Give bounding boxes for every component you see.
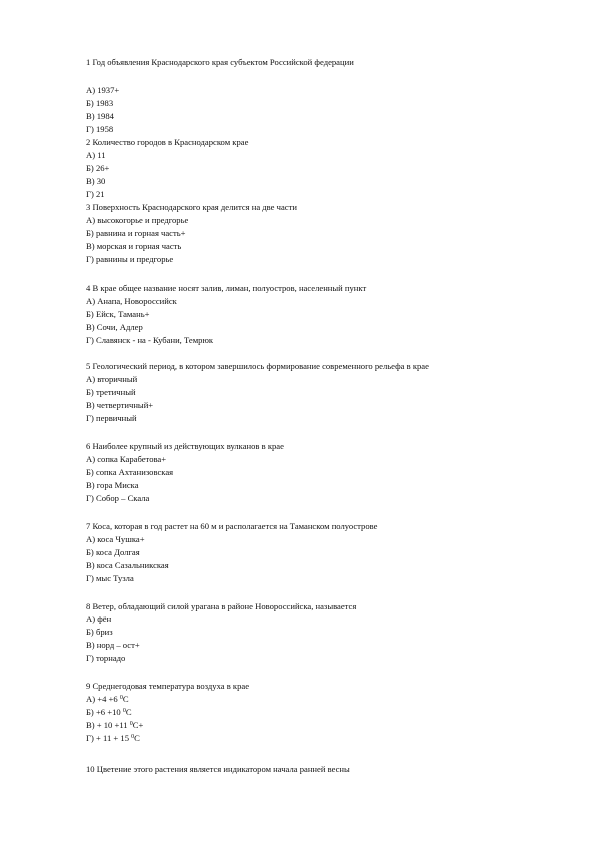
text-line: [86, 322, 143, 333]
line-text: 2 Количество городов в Краснодарском крае: [86, 137, 249, 147]
line-text: В) морская и горная часть: [86, 241, 182, 251]
line-text: Б) коса Долгая: [86, 547, 140, 557]
text-line: [86, 387, 136, 398]
text-line: [86, 202, 297, 213]
line-text: Б) третичный: [86, 387, 136, 397]
line-text: Б) равнина и горная часть+: [86, 228, 186, 238]
text-line: [86, 413, 137, 424]
line-text: А) 11: [86, 150, 106, 160]
line-text: Б) 1983: [86, 98, 114, 108]
text-line: [86, 85, 119, 96]
line-text: Б) бриз: [86, 627, 113, 637]
line-text: 8 Ветер, обладающий силой урагана в районе Новороссийска, называется: [86, 601, 357, 611]
unit-text: С: [122, 694, 129, 704]
text-line: [86, 573, 134, 584]
text-line: [86, 189, 105, 200]
line-text: А) вторичный: [86, 374, 138, 384]
text-line: [86, 627, 113, 638]
text-line: [86, 98, 113, 109]
text-line: [86, 137, 248, 148]
line-text: Б) +6 +10: [86, 707, 123, 717]
line-text: В) гора Миска: [86, 480, 139, 490]
line-text: Г) 21: [86, 189, 105, 199]
line-text: Г) равнины и предгорье: [86, 254, 174, 264]
text-line: [86, 521, 377, 532]
line-text: Г) + 11 + 15: [86, 733, 132, 743]
text-line: [86, 764, 350, 775]
line-text: В) 1984: [86, 111, 114, 121]
degree-superscript: 0: [122, 708, 126, 714]
line-text: Г) 1958: [86, 124, 114, 134]
text-line: [86, 640, 140, 651]
text-line: [86, 653, 125, 664]
text-line: [86, 374, 137, 385]
line-text: Б) 26+: [86, 163, 110, 173]
line-text: Г) Славянск - на - Кубани, Темрюк: [86, 335, 214, 345]
text-line: [86, 228, 186, 239]
text-line: [86, 681, 249, 692]
line-text: А) фён: [86, 614, 112, 624]
text-line: [86, 335, 213, 346]
text-line: [86, 467, 173, 478]
line-text: А) Анапа, Новороссийск: [86, 296, 177, 306]
text-line: [86, 560, 169, 571]
line-text: Б) сопка Ахтанизовская: [86, 467, 174, 477]
line-text: 3 Поверхность Краснодарского края делится на две части: [86, 202, 297, 212]
text-line: [86, 254, 173, 265]
line-text: 7 Коса, которая в год растет на 60 м и располагается на Таманском полуострове: [86, 521, 378, 531]
text-line: [86, 309, 150, 320]
line-text: 5 Геологический период, в котором завершилось формирование современного рельефа в крае: [86, 361, 429, 371]
text-line: [86, 547, 140, 558]
text-line: [86, 601, 356, 612]
line-text: Г) первичный: [86, 413, 137, 423]
line-text: В) Сочи, Адлер: [86, 322, 143, 332]
text-line: [86, 400, 153, 411]
text-line: [86, 454, 166, 465]
text-line: [86, 733, 140, 744]
text-line: [86, 720, 143, 731]
line-text: 9 Среднегодовая температура воздуха в крае: [86, 681, 250, 691]
text-line: [86, 111, 114, 122]
line-text: 6 Наиболее крупный из действующих вулканов в крае: [86, 441, 284, 451]
line-text: А) +4 +6: [86, 694, 120, 704]
text-line: [86, 296, 177, 307]
line-text: 10 Цветение этого растения является индикатором начала ранней весны: [86, 764, 350, 774]
unit-text: С: [134, 733, 140, 743]
text-line: [86, 241, 181, 252]
text-line: [86, 124, 113, 135]
text-line: [86, 176, 105, 187]
unit-text: С+: [132, 720, 144, 730]
line-text: В) норд – ост+: [86, 640, 140, 650]
line-text: А) сопка Карабетова+: [86, 454, 167, 464]
text-line: [86, 534, 145, 545]
text-line: [86, 707, 132, 718]
text-line: [86, 215, 188, 226]
text-line: [86, 57, 354, 68]
line-text: В) 30: [86, 176, 106, 186]
text-line: [86, 480, 139, 491]
text-line: [86, 283, 366, 294]
line-text: В) + 10 +11: [86, 720, 130, 730]
unit-text: С: [125, 707, 132, 717]
line-text: Г) Собор – Скала: [86, 493, 150, 503]
line-text: В) коса Сазальникская: [86, 560, 169, 570]
line-text: Г) торнадо: [86, 653, 126, 663]
line-text: А) 1937+: [86, 85, 120, 95]
degree-superscript: 0: [129, 721, 133, 727]
text-line: [86, 614, 111, 625]
degree-superscript: 0: [119, 695, 123, 701]
line-text: 1 Год объявления Краснодарского края субъектом Российской федерации: [86, 57, 354, 67]
line-text: В) четвертичный+: [86, 400, 154, 410]
text-line: [86, 493, 149, 504]
line-text: Б) Ейск, Тамань+: [86, 309, 150, 319]
text-line: [86, 361, 429, 372]
line-text: А) высокогорье и предгорье: [86, 215, 189, 225]
line-text: А) коса Чушка+: [86, 534, 145, 544]
text-line: [86, 150, 106, 161]
degree-superscript: 0: [131, 734, 135, 740]
text-line: [86, 163, 109, 174]
line-text: Г) мыс Тузла: [86, 573, 134, 583]
line-text: 4 В крае общее название носят залив, лиман, полуостров, населенный пункт: [86, 283, 367, 293]
text-line: [86, 441, 284, 452]
text-line: [86, 694, 129, 705]
